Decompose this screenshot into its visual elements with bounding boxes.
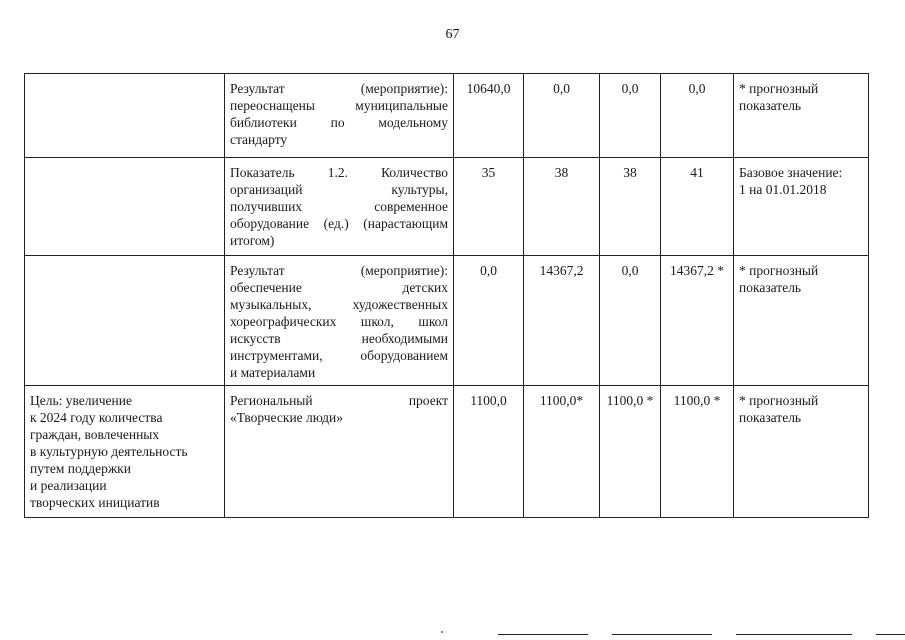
table-row <box>25 256 869 386</box>
description-line: библиотеки по модельному <box>230 115 448 130</box>
value-2023: 0,0 <box>600 256 661 386</box>
value-2022: 0,0 <box>524 74 600 158</box>
value-2021: 0,0 <box>454 256 524 386</box>
note-line: * прогнозный <box>739 393 819 408</box>
description-line: инструментами, оборудованием <box>230 348 448 363</box>
value-2024: 41 <box>661 158 734 256</box>
value-2022: 38 <box>524 158 600 256</box>
note-cell <box>734 386 869 518</box>
goal-line: в культурную деятельность <box>30 444 188 459</box>
description-line: «Творческие люди» <box>230 410 344 425</box>
value-2024: 14367,2 * <box>661 256 734 386</box>
page-number: 67 <box>445 27 460 42</box>
indicators-table <box>24 73 869 518</box>
goal-line: к 2024 году количества <box>30 410 163 425</box>
goal-cell <box>25 256 225 386</box>
description-line: хореографических школ, школ <box>230 314 448 329</box>
table-row <box>25 386 869 518</box>
value-2023: 1100,0 * <box>600 386 661 518</box>
goal-line: творческих инициатив <box>30 495 160 510</box>
value-2022: 14367,2 <box>524 256 600 386</box>
table-row <box>25 158 869 256</box>
description-line: Показатель 1.2. Количество <box>230 165 448 180</box>
description-line: и материалами <box>230 365 316 380</box>
description-line: Региональный проект <box>230 393 448 408</box>
description-cell <box>225 158 454 256</box>
goal-cell <box>25 386 225 518</box>
goal-cell <box>25 74 225 158</box>
signature-line <box>612 634 712 635</box>
note-cell <box>734 158 869 256</box>
goal-line: и реализации <box>30 478 107 493</box>
value-2023: 0,0 <box>600 74 661 158</box>
description-line: оборудование (ед.) (нарастающим <box>230 216 448 231</box>
description-cell <box>225 74 454 158</box>
description-line: Результат (мероприятие): <box>230 81 448 96</box>
description-line: искусств необходимыми <box>230 331 448 346</box>
note-line: * прогнозный <box>739 81 819 96</box>
note-line: * прогнозный <box>739 263 819 278</box>
value-2021: 10640,0 <box>454 74 524 158</box>
description-line: организаций культуры, <box>230 182 448 197</box>
value-2021: 35 <box>454 158 524 256</box>
description-line: музыкальных, художественных <box>230 297 448 312</box>
note-cell <box>734 256 869 386</box>
note-line: показатель <box>739 280 802 295</box>
value-2023: 38 <box>600 158 661 256</box>
value-2021: 1100,0 <box>454 386 524 518</box>
description-line: Результат (мероприятие): <box>230 263 448 278</box>
goal-line: путем поддержки <box>30 461 131 476</box>
description-cell <box>225 386 454 518</box>
value-2024: 0,0 <box>661 74 734 158</box>
signature-line <box>498 634 588 635</box>
scan-speck <box>441 631 443 633</box>
goal-line: Цель: увеличение <box>30 393 132 408</box>
value-2022: 1100,0* <box>524 386 600 518</box>
goal-cell <box>25 158 225 256</box>
description-line: стандарту <box>230 132 288 147</box>
note-line: Базовое значение: <box>739 165 843 180</box>
description-line: итогом) <box>230 233 275 248</box>
signature-line <box>876 634 905 635</box>
table-row <box>25 74 869 158</box>
description-line: переоснащены муниципальные <box>230 98 448 113</box>
value-2024: 1100,0 * <box>661 386 734 518</box>
description-line: получивших современное <box>230 199 448 214</box>
description-cell <box>225 256 454 386</box>
goal-line: граждан, вовлеченных <box>30 427 160 442</box>
description-line: обеспечение детских <box>230 280 448 295</box>
signature-line <box>736 634 852 635</box>
note-line: показатель <box>739 98 802 113</box>
note-line: показатель <box>739 410 802 425</box>
note-line: 1 на 01.01.2018 <box>739 182 827 197</box>
note-cell <box>734 74 869 158</box>
